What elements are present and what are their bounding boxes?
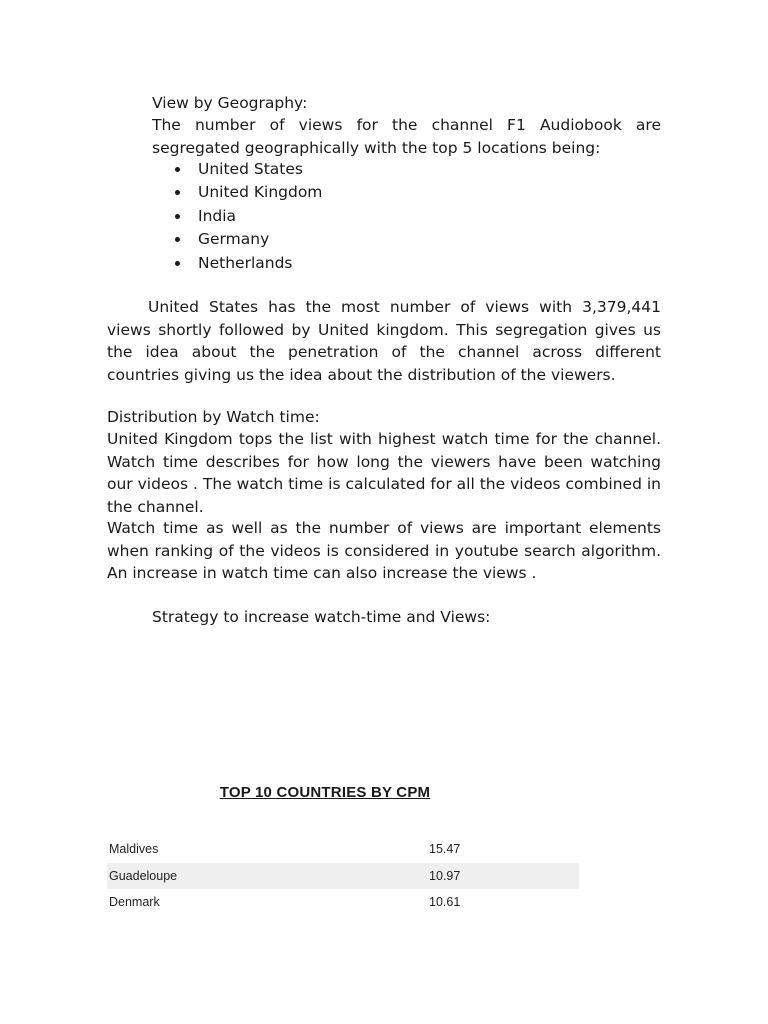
country-cell: Guadeloupe	[109, 868, 178, 883]
watch-time-paragraph-1: United Kingdom tops the list with highest watch time for the channel. Watch time describes for how long the viewers have been watching our videos . The watch time is calculated for all the videos combined in the channel.	[107, 430, 661, 516]
cpm-table-title: TOP 10 COUNTRIES BY CPM	[219, 784, 431, 801]
list-item: Germany	[152, 228, 322, 251]
list-item: United States	[152, 158, 322, 181]
strategy-heading: Strategy to increase watch-time and Views:	[152, 608, 491, 626]
table-row	[107, 863, 579, 890]
table-row	[107, 836, 579, 863]
watch-time-paragraph-2: Watch time as well as the number of views are important elements when ranking of the videos is considered in youtube search algorithm. An increase in watch time can also increase the views .	[107, 519, 661, 582]
cpm-table	[107, 836, 579, 916]
country-cell: Maldives	[109, 842, 159, 857]
table-row	[107, 889, 579, 916]
list-item: Netherlands	[152, 252, 322, 275]
watch-time-heading: Distribution by Watch time:	[107, 408, 320, 426]
top-locations-list	[152, 158, 322, 275]
geography-intro: The number of views for the channel F1 Audiobook are segregated geographically with the top 5 locations being:	[152, 116, 661, 157]
list-item: United Kingdom	[152, 181, 322, 204]
geography-paragraph: United States has the most number of views with 3,379,441 views shortly followed by United kingdom. This segregation gives us the idea about the penetration of the channel across different countries giving us the idea about the distribution of the viewers.	[107, 298, 661, 384]
list-item: India	[152, 205, 322, 228]
cpm-value-cell: 10.97	[429, 868, 461, 883]
cpm-value-cell: 10.61	[429, 895, 461, 910]
geography-heading: View by Geography:	[152, 94, 308, 112]
country-cell: Denmark	[109, 895, 160, 910]
cpm-value-cell: 15.47	[429, 842, 461, 857]
